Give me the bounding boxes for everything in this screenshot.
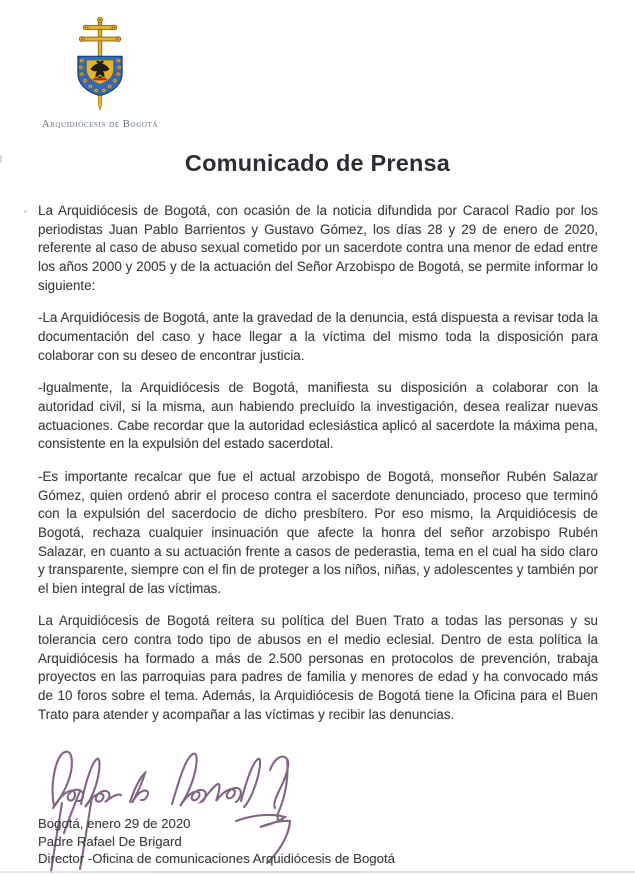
scan-artifact-bottom-edge [0,871,635,873]
scan-artifact-speck [24,210,27,213]
logo-caption: Arquidiócesis de Bogotá [41,119,159,130]
patriarchal-cross-icon [79,17,120,59]
paragraph-buen-trato-policy: La Arquidiócesis de Bogotá reitera su política del Buen Trato a todas las personas y su tolerancia cero contra todo tipo de abusos en el medio eclesial. Dentro de esta política la Arquidiócesis ha formado a más de 2.500 personas en protocolos de prevención, trabaja proyectos en las parroquias para padres de familia y menores de edad y ha convocado más de 10 foros sobre el tema. Además, la Arquidiócesis de Bogotá tiene la Oficina para el Buen Trato para atender y acompañar a las víctimas y recibir las denuncias. [38,613,598,722]
signer-block [38,815,395,868]
paragraph-archbishop-defense: -Es importante recalcar que fue el actual arzobispo de Bogotá, monseñor Rubén Salazar Gómez, quien ordenó abrir el proceso contra el sacerdote denunciado, proceso que terminó con la expulsión del sacerdocio de dicho presbítero. Por eso mismo, la Arquidiócesis de Bogotá, rechaza cualquier insinuación que afecte la honra del señor arzobispo Rubén Salazar, en cuanto a su actuación frente a casos de pederastia, tema en el cual ha sido claro y transparente, siempre con el fin de proteger a los niños, niñas, y adolescentes y también por el bien integral de las víctimas. [38,468,598,596]
signer-name: Padre Rafael De Brigard [38,833,182,849]
paragraph-civil-authority: -Igualmente, la Arquidiócesis de Bogotá, manifiesta su disposición a colaborar con la autoridad civil, si la misma, aun habiendo precluído la investigación, desea realizar nuevas actuaciones. Cabe recordar que la autoridad eclesiástica aplicó al sacerdote la máxima pena, consistente en la expulsión del estado sacerdotal. [38,380,598,452]
document-body [38,202,598,738]
paragraph-intro: La Arquidiócesis de Bogotá, con ocasión de la noticia difundida por Caracol Radio por los periodistas Juan Pablo Barrientos y Gustavo Gómez, los días 28 y 29 de enero de 2020, referente al caso de abuso sexual cometido por un sacerdote contra una menor de edad entre los años 2000 y 2005 y de la actuación del Señor Arzobispo de Bogotá, se permite informar lo siguiente: [38,203,598,293]
archdiocese-crest-icon [76,16,124,112]
date-line: Bogotá, enero 29 de 2020 [38,816,191,831]
signer-title: Director -Oficina de comunicaciones Arquidiócesis de Bogotá [38,851,395,867]
document-title: Comunicado de Prensa [184,150,451,176]
letterhead [40,16,160,130]
paragraph-review-commitment: -La Arquidiócesis de Bogotá, ante la gravedad de la denuncia, está dispuesta a revisar toda la documentación del caso y hace llegar a la víctima del mismo toda la disposición para colaborar con su deseo de encontrar justicia. [38,310,598,363]
